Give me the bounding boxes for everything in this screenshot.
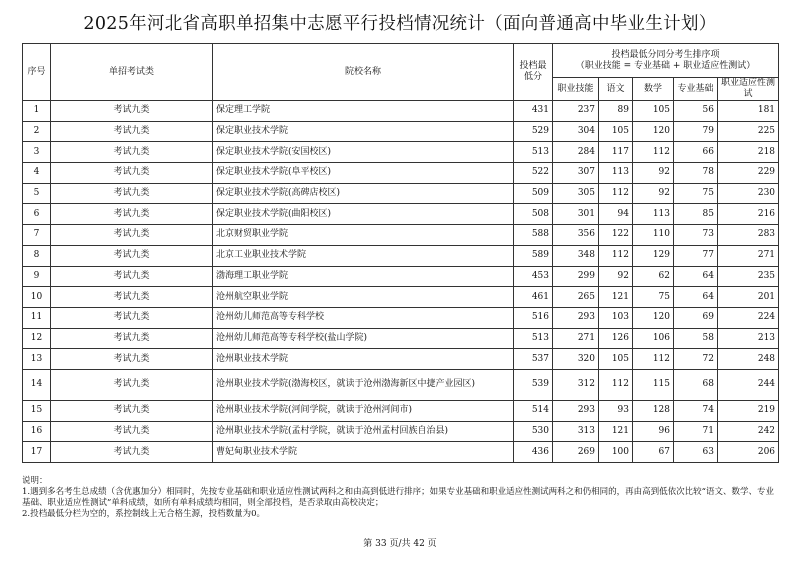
cell-major-basic: 78 [674,163,718,184]
cell-category: 考试九类 [51,328,213,349]
cell-adaptability: 201 [718,287,779,308]
cell-school: 沧州职业技术学院(河间学院，就读于沧州河间市) [213,400,514,421]
cell-math: 96 [633,421,674,442]
table-header [23,44,779,101]
header-school: 院校名称 [213,44,514,101]
cell-adaptability: 213 [718,328,779,349]
cell-adaptability: 248 [718,349,779,370]
cell-chinese: 121 [599,421,633,442]
cell-vocational: 348 [553,245,599,266]
cell-chinese: 94 [599,204,633,225]
cell-major-basic: 64 [674,266,718,287]
table-row [23,121,779,142]
table-row [23,328,779,349]
cell-vocational: 312 [553,369,599,400]
note-1: 1.遇到多名考生总成绩（含优惠加分）相同时，先按专业基础和职业适应性测试两科之和由高到低进行排序；如果专业基础和职业适应性测试两科之和仍相同的，再由高到低依次比较“语文、数学、专业基础、职业适应性测试”单科成绩，如所有单科成绩均相同，则全部投档，是否录取由高校决定； [22,487,774,508]
admission-table [22,43,779,463]
cell-school: 沧州航空职业学院 [213,287,514,308]
cell-seq: 9 [23,266,51,287]
cell-adaptability: 230 [718,183,779,204]
cell-school: 沧州幼儿师范高等专科学校 [213,307,514,328]
cell-min-score: 431 [514,101,553,122]
cell-chinese: 92 [599,266,633,287]
cell-adaptability: 219 [718,400,779,421]
cell-vocational: 307 [553,163,599,184]
table-row [23,204,779,225]
table-row [23,287,779,308]
table-row [23,442,779,463]
cell-min-score: 516 [514,307,553,328]
table-row [23,142,779,163]
cell-adaptability: 229 [718,163,779,184]
cell-major-basic: 64 [674,287,718,308]
cell-chinese: 122 [599,225,633,246]
cell-seq: 13 [23,349,51,370]
cell-math: 129 [633,245,674,266]
cell-major-basic: 56 [674,101,718,122]
cell-adaptability: 224 [718,307,779,328]
cell-major-basic: 72 [674,349,718,370]
cell-category: 考试九类 [51,142,213,163]
cell-seq: 7 [23,225,51,246]
cell-math: 67 [633,442,674,463]
cell-category: 考试九类 [51,349,213,370]
cell-school: 保定职业技术学院(曲阳校区) [213,204,514,225]
notes-heading: 说明： [22,476,48,486]
cell-seq: 11 [23,307,51,328]
cell-chinese: 112 [599,183,633,204]
cell-chinese: 105 [599,349,633,370]
header-major-basic: 专业基础 [674,78,718,101]
table-row [23,307,779,328]
cell-math: 112 [633,142,674,163]
cell-major-basic: 79 [674,121,718,142]
cell-school: 北京财贸职业学院 [213,225,514,246]
cell-adaptability: 206 [718,442,779,463]
cell-adaptability: 218 [718,142,779,163]
cell-seq: 4 [23,163,51,184]
cell-chinese: 105 [599,121,633,142]
cell-school: 渤海理工职业学院 [213,266,514,287]
cell-math: 113 [633,204,674,225]
cell-chinese: 121 [599,287,633,308]
cell-min-score: 513 [514,142,553,163]
cell-math: 92 [633,183,674,204]
cell-seq: 3 [23,142,51,163]
cell-school: 北京工业职业技术学院 [213,245,514,266]
cell-seq: 17 [23,442,51,463]
header-vocational: 职业技能 [553,78,599,101]
cell-chinese: 113 [599,163,633,184]
cell-category: 考试九类 [51,307,213,328]
header-math: 数学 [633,78,674,101]
table-row [23,349,779,370]
cell-school: 保定职业技术学院 [213,121,514,142]
cell-chinese: 126 [599,328,633,349]
cell-school: 沧州职业技术学院 [213,349,514,370]
cell-min-score: 589 [514,245,553,266]
table-row [23,101,779,122]
cell-min-score: 461 [514,287,553,308]
cell-category: 考试九类 [51,163,213,184]
cell-category: 考试九类 [51,266,213,287]
cell-adaptability: 225 [718,121,779,142]
cell-category: 考试九类 [51,245,213,266]
cell-major-basic: 85 [674,204,718,225]
notes [22,476,782,520]
cell-school: 保定职业技术学院(安国校区) [213,142,514,163]
cell-min-score: 509 [514,183,553,204]
cell-seq: 1 [23,101,51,122]
cell-school: 沧州职业技术学院(渤海校区，就读于沧州渤海新区中捷产业园区) [213,369,514,400]
cell-major-basic: 66 [674,142,718,163]
cell-school: 曹妃甸职业技术学院 [213,442,514,463]
header-min-score: 投档最低分 [514,44,553,101]
cell-seq: 10 [23,287,51,308]
table-row [23,245,779,266]
cell-min-score: 508 [514,204,553,225]
cell-chinese: 117 [599,142,633,163]
cell-seq: 15 [23,400,51,421]
cell-seq: 2 [23,121,51,142]
cell-seq: 14 [23,369,51,400]
cell-chinese: 103 [599,307,633,328]
cell-category: 考试九类 [51,442,213,463]
cell-vocational: 305 [553,183,599,204]
cell-min-score: 436 [514,442,553,463]
cell-min-score: 514 [514,400,553,421]
cell-min-score: 588 [514,225,553,246]
cell-major-basic: 77 [674,245,718,266]
table-body [23,101,779,463]
cell-vocational: 356 [553,225,599,246]
page-title: 2025年河北省高职单招集中志愿平行投档情况统计（面向普通高中毕业生计划） [83,14,717,34]
cell-seq: 8 [23,245,51,266]
cell-adaptability: 235 [718,266,779,287]
cell-major-basic: 71 [674,421,718,442]
cell-min-score: 453 [514,266,553,287]
cell-math: 105 [633,101,674,122]
cell-category: 考试九类 [51,421,213,442]
cell-vocational: 293 [553,400,599,421]
cell-major-basic: 73 [674,225,718,246]
cell-adaptability: 216 [718,204,779,225]
cell-category: 考试九类 [51,369,213,400]
cell-vocational: 320 [553,349,599,370]
cell-min-score: 530 [514,421,553,442]
cell-vocational: 313 [553,421,599,442]
cell-vocational: 301 [553,204,599,225]
cell-school: 保定职业技术学院(阜平校区) [213,163,514,184]
cell-chinese: 112 [599,245,633,266]
cell-category: 考试九类 [51,101,213,122]
cell-major-basic: 58 [674,328,718,349]
cell-major-basic: 68 [674,369,718,400]
header-chinese: 语文 [599,78,633,101]
table-row [23,421,779,442]
cell-seq: 5 [23,183,51,204]
cell-adaptability: 283 [718,225,779,246]
cell-category: 考试九类 [51,287,213,308]
cell-min-score: 513 [514,328,553,349]
cell-math: 106 [633,328,674,349]
table-row [23,266,779,287]
header-rank-group [553,44,779,78]
header-adaptability: 职业适应性测试 [718,78,779,101]
cell-major-basic: 69 [674,307,718,328]
table-row [23,183,779,204]
cell-vocational: 265 [553,287,599,308]
cell-vocational: 271 [553,328,599,349]
cell-min-score: 529 [514,121,553,142]
header-rank-group-line2: （职业技能 = 专业基础 + 职业适应性测试） [575,60,756,71]
header-seq: 序号 [23,44,51,101]
cell-category: 考试九类 [51,225,213,246]
cell-seq: 16 [23,421,51,442]
cell-math: 128 [633,400,674,421]
note-2: 2.投档最低分栏为空的，系控制线上无合格生源，投档数量为0。 [22,509,266,519]
cell-math: 120 [633,121,674,142]
page-footer: 第 33 页/共 42 页 [363,539,437,549]
cell-major-basic: 63 [674,442,718,463]
cell-category: 考试九类 [51,183,213,204]
cell-adaptability: 181 [718,101,779,122]
cell-vocational: 284 [553,142,599,163]
cell-math: 112 [633,349,674,370]
table-row [23,369,779,400]
cell-min-score: 539 [514,369,553,400]
table-row [23,163,779,184]
cell-school: 保定职业技术学院(高碑店校区) [213,183,514,204]
header-rank-group-line1: 投档最低分同分考生排序项 [611,49,720,60]
table-row [23,400,779,421]
cell-category: 考试九类 [51,204,213,225]
cell-math: 62 [633,266,674,287]
cell-school: 沧州幼儿师范高等专科学校(盐山学院) [213,328,514,349]
cell-min-score: 537 [514,349,553,370]
cell-school: 保定理工学院 [213,101,514,122]
cell-major-basic: 74 [674,400,718,421]
cell-seq: 6 [23,204,51,225]
cell-school: 沧州职业技术学院(孟村学院，就读于沧州孟村回族自治县) [213,421,514,442]
cell-vocational: 299 [553,266,599,287]
table-row [23,225,779,246]
cell-math: 120 [633,307,674,328]
cell-min-score: 522 [514,163,553,184]
header-category: 单招考试类 [51,44,213,101]
cell-category: 考试九类 [51,121,213,142]
cell-math: 92 [633,163,674,184]
cell-chinese: 112 [599,369,633,400]
cell-chinese: 93 [599,400,633,421]
cell-chinese: 100 [599,442,633,463]
cell-category: 考试九类 [51,400,213,421]
cell-adaptability: 244 [718,369,779,400]
cell-math: 110 [633,225,674,246]
cell-math: 75 [633,287,674,308]
cell-vocational: 293 [553,307,599,328]
cell-vocational: 269 [553,442,599,463]
cell-chinese: 89 [599,101,633,122]
cell-vocational: 304 [553,121,599,142]
cell-adaptability: 271 [718,245,779,266]
cell-adaptability: 242 [718,421,779,442]
cell-major-basic: 75 [674,183,718,204]
cell-vocational: 237 [553,101,599,122]
cell-seq: 12 [23,328,51,349]
cell-math: 115 [633,369,674,400]
